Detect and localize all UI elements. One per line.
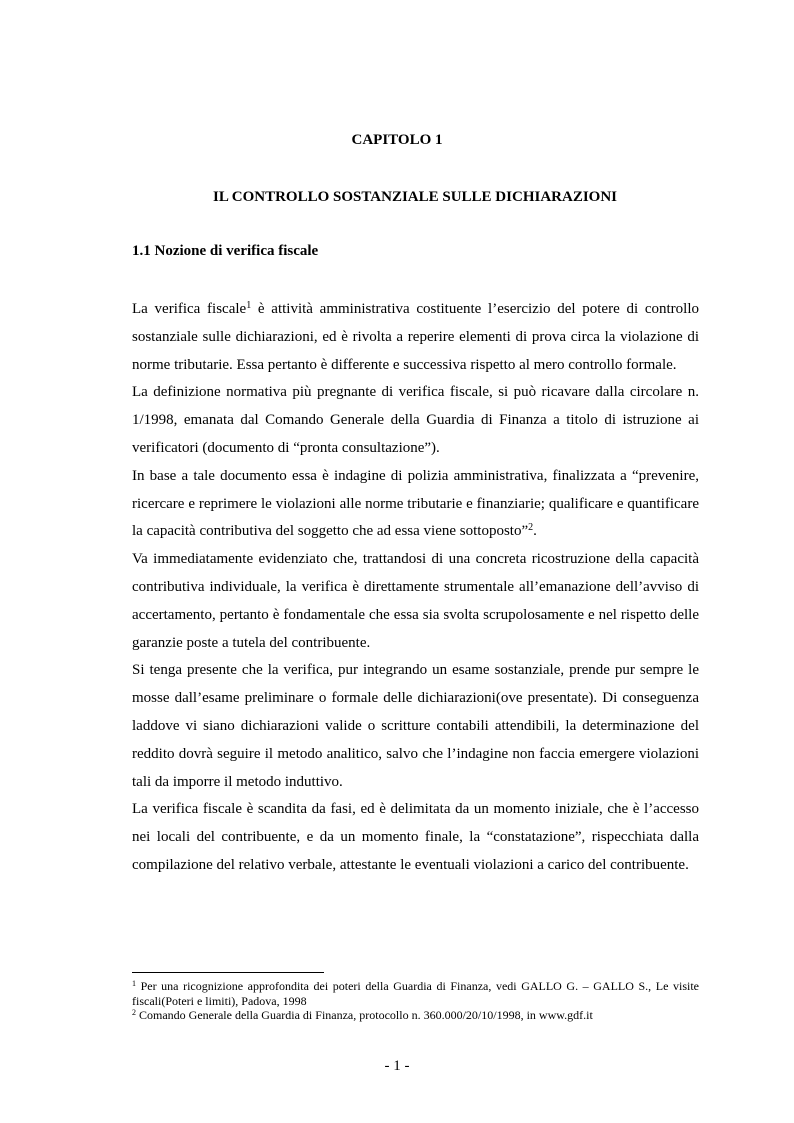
footnote: $^2$ Comando Generale della Guardia di Finanza, protocollo n. 360.000/20/10/1998, in www.gdf.it [132, 1008, 593, 1022]
chapter-heading: CAPITOLO 1 [351, 132, 443, 148]
footnote: $^1$ Per una ricognizione approfondita dei poteri della Guardia di Finanza, vedi GALLO G. – GALLO S., Le visite fiscali(Poteri e limiti), Padova, 1998 [132, 979, 699, 1008]
footnote-mark: 2 [132, 1008, 136, 1017]
footnotes [132, 979, 699, 1023]
paragraph: La definizione normativa più pregnante di verifica fiscale, si può ricavare dalla circolare n. 1/1998, emanata dal Comando Generale della Guardia di Finanza a titolo di istruzione ai verificatori (documento di “pronta consultazione”). [132, 384, 699, 456]
chapter-title: IL CONTROLLO SOSTANZIALE SULLE DICHIARAZIONI [213, 189, 617, 205]
paragraph: Si tenga presente che la verifica, pur integrando un esame sostanziale, prende pur sempre le mosse dall’esame preliminare o formale delle dichiarazioni(ove presentate). Di conseguenza laddove vi siano dichiarazioni valide o scritture contabili attendibili, la determinazione del reddito dovrà seguire il metodo analitico, salvo che l’indagine non faccia emergere violazioni tali da imporre il metodo induttivo. [132, 662, 699, 790]
paragraph: La verifica fiscale è scandita da fasi, ed è delimitata da un momento iniziale, che è l’accesso nei locali del contribuente, e da un momento finale, la “constatazione”, rispecchiata dalla compilazione del relativo verbale, attestante le eventuali violazioni a carico del contribuente. [132, 801, 699, 873]
paragraph: Va immediatamente evidenziato che, trattandosi di una concreta ricostruzione della capacità contributiva individuale, la verifica è direttamente strumentale all’emanazione dell’avviso di accertamento, pertanto è fondamentale che essa sia svolta scrupolosamente e nel rispetto delle garanzie poste a tutela del contribuente. [132, 551, 699, 651]
page-number: - 1 - [384, 1058, 410, 1074]
paragraph: In base a tale documento essa è indagine di polizia amministrativa, finalizzata a “prevenire, ricercare e reprimere le violazioni alle norme tributarie e finanziarie; qualificare e quantificare la capacità contributiva del soggetto che ad essa viene sottoposto”$^2$. [132, 467, 699, 540]
section-heading: 1.1 Nozione di verifica fiscale [132, 243, 319, 259]
footnote-ref[interactable]: 2 [528, 522, 534, 534]
footnote-separator [132, 972, 324, 973]
footnote-ref[interactable]: 1 [246, 300, 252, 311]
footnote-mark: 1 [132, 979, 136, 988]
paragraph: La verifica fiscale$^1$ è attività amministrativa costituente l’esercizio del potere di controllo sostanziale sulle dichiarazioni, ed è rivolta a reperire elementi di prova circa la violazione di norme tributarie. Essa pertanto è differente e successiva rispetto al mero controllo formale. [132, 300, 700, 373]
body-text [132, 296, 699, 880]
